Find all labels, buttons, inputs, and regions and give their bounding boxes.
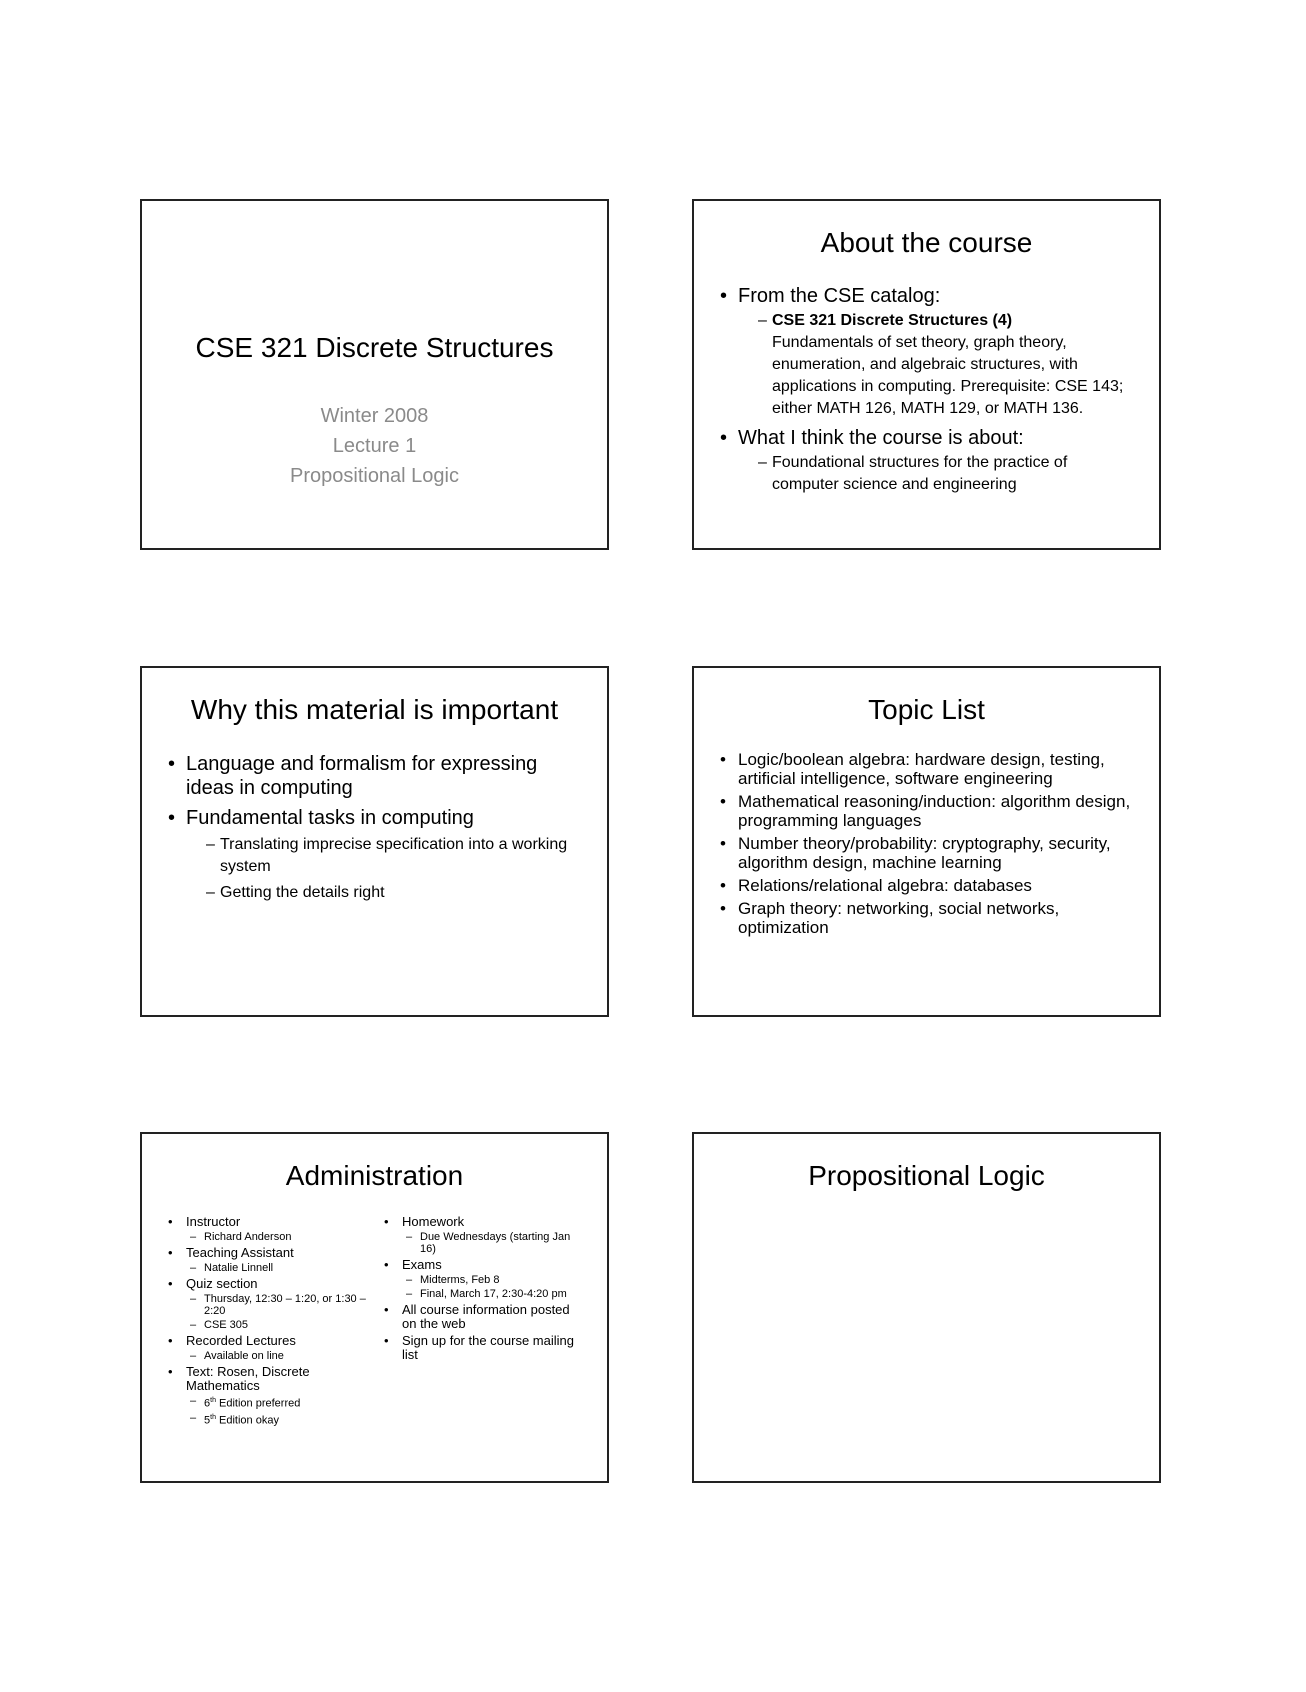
slide-heading: About the course (820, 227, 1033, 258)
sub-bullet-item: – Translating imprecise specification into a working system (206, 834, 577, 878)
sub-bullet-item: – CSE 305 (190, 1319, 368, 1331)
bullet-text: Homework (402, 1214, 465, 1229)
bullet-item: • Number theory/probability: cryptography, security, algorithm design, machine learning (720, 834, 1135, 872)
sub-bullet-item (758, 310, 1129, 420)
bullet-item: • Relations/relational algebra: databases (720, 876, 1135, 895)
edition-text: Edition okay (215, 1414, 279, 1427)
sub-bullet-item (190, 1412, 368, 1427)
bullet-text: Teaching Assistant (186, 1245, 294, 1260)
admin-column-left (168, 1215, 368, 1429)
bullet-text: Text: Rosen, Discrete Mathematics (186, 1364, 310, 1393)
bullet-item: • Logic/boolean algebra: hardware design, testing, artificial intelligence, software engineering (720, 750, 1135, 788)
catalog-description: Fundamentals of set theory, graph theory, enumeration, and algebraic structures, with applications in computing. Prerequisite: CSE 143; either MATH 126, MATH 129, or MATH 136. (772, 334, 1124, 417)
sub-bullet-list (758, 310, 1129, 420)
edition-number: 5 (204, 1414, 211, 1427)
bullet-text: What I think the course is about: (738, 427, 1024, 449)
slide-title (140, 199, 609, 550)
admin-column-right (384, 1215, 584, 1365)
sub-bullet-item: – Getting the details right (206, 882, 577, 904)
sub-bullet-item: – Available on line (190, 1350, 368, 1362)
sub-bullet-item: – Due Wednesdays (starting Jan 16) (406, 1231, 584, 1255)
slide-heading: Topic List (868, 694, 985, 725)
sub-bullet-list (758, 452, 1129, 496)
ordinal-suffix: th (210, 1397, 216, 1404)
bullet-item (168, 1277, 368, 1331)
slide-body (168, 752, 577, 910)
bullet-text: Exams (402, 1257, 442, 1272)
sub-bullet-item: – Foundational structures for the practice of computer science and engineering (758, 452, 1129, 496)
edition-number: 6 (204, 1397, 211, 1410)
topic-line: Propositional Logic (290, 465, 459, 487)
bullet-item: • Sign up for the course mailing list (384, 1334, 584, 1362)
sub-bullet-item: – Midterms, Feb 8 (406, 1274, 584, 1286)
bullet-item (720, 284, 1129, 420)
slide-subtitle (142, 401, 607, 491)
bullet-item: • Language and formalism for expressing ideas in computing (168, 752, 577, 800)
slide-why-important (140, 666, 609, 1017)
sub-bullet-item: – Richard Anderson (190, 1231, 368, 1243)
slide-about-course (692, 199, 1161, 550)
sub-bullet-list (406, 1274, 584, 1300)
slide-heading: Why this material is important (190, 694, 559, 725)
bullet-list (168, 1215, 368, 1426)
bullet-item (168, 806, 577, 904)
slide-body (720, 284, 1129, 502)
slide-title-heading: CSE 321 Discrete Structures (195, 332, 554, 363)
bullet-text: Quiz section (186, 1276, 258, 1291)
bullet-item (168, 1215, 368, 1243)
bullet-item: • All course information posted on the web (384, 1303, 584, 1331)
edition-text: Edition preferred (215, 1397, 301, 1410)
sub-bullet-list (190, 1350, 368, 1362)
bullet-item (168, 1365, 368, 1426)
slide-topic-list (692, 666, 1161, 1017)
slide-heading: Administration (285, 1160, 464, 1191)
bullet-list (720, 750, 1135, 937)
bullet-item (168, 1334, 368, 1362)
bullet-item (720, 426, 1129, 496)
lecture-line: Lecture 1 (332, 435, 417, 457)
bullet-item (168, 1246, 368, 1274)
sub-bullet-item: – Final, March 17, 2:30-4:20 pm (406, 1288, 584, 1300)
bullet-list (384, 1215, 584, 1362)
bullet-text: Instructor (186, 1214, 241, 1229)
catalog-course-name: – CSE 321 Discrete Structures (4) (772, 312, 1013, 329)
slide-heading: Propositional Logic (808, 1160, 1045, 1191)
bullet-item: • Graph theory: networking, social networks, optimization (720, 899, 1135, 937)
sub-bullet-list (190, 1293, 368, 1331)
slide-propositional-logic (692, 1132, 1161, 1483)
bullet-item (384, 1258, 584, 1300)
sub-bullet-list (190, 1395, 368, 1426)
term-line: Winter 2008 (320, 405, 429, 427)
slide-body (720, 750, 1135, 941)
ordinal-suffix: th (210, 1413, 216, 1421)
bullet-text: From the CSE catalog: (738, 285, 941, 307)
sub-bullet-list (190, 1231, 368, 1243)
sub-bullet-item: – Natalie Linnell (190, 1262, 368, 1274)
sub-bullet-item: – Thursday, 12:30 – 1:20, or 1:30 – 2:20 (190, 1293, 368, 1317)
bullet-text: Recorded Lectures (186, 1333, 296, 1348)
sub-bullet-list (206, 834, 577, 904)
sub-bullet-list (190, 1262, 368, 1274)
bullet-item (384, 1215, 584, 1255)
slide-administration (140, 1132, 609, 1483)
bullet-list (168, 752, 577, 904)
bullet-item: • Mathematical reasoning/induction: algorithm design, programming languages (720, 792, 1135, 830)
bullet-list (720, 284, 1129, 496)
sub-bullet-item (190, 1395, 368, 1410)
sub-bullet-list (406, 1231, 584, 1255)
bullet-text: Fundamental tasks in computing (186, 807, 474, 829)
